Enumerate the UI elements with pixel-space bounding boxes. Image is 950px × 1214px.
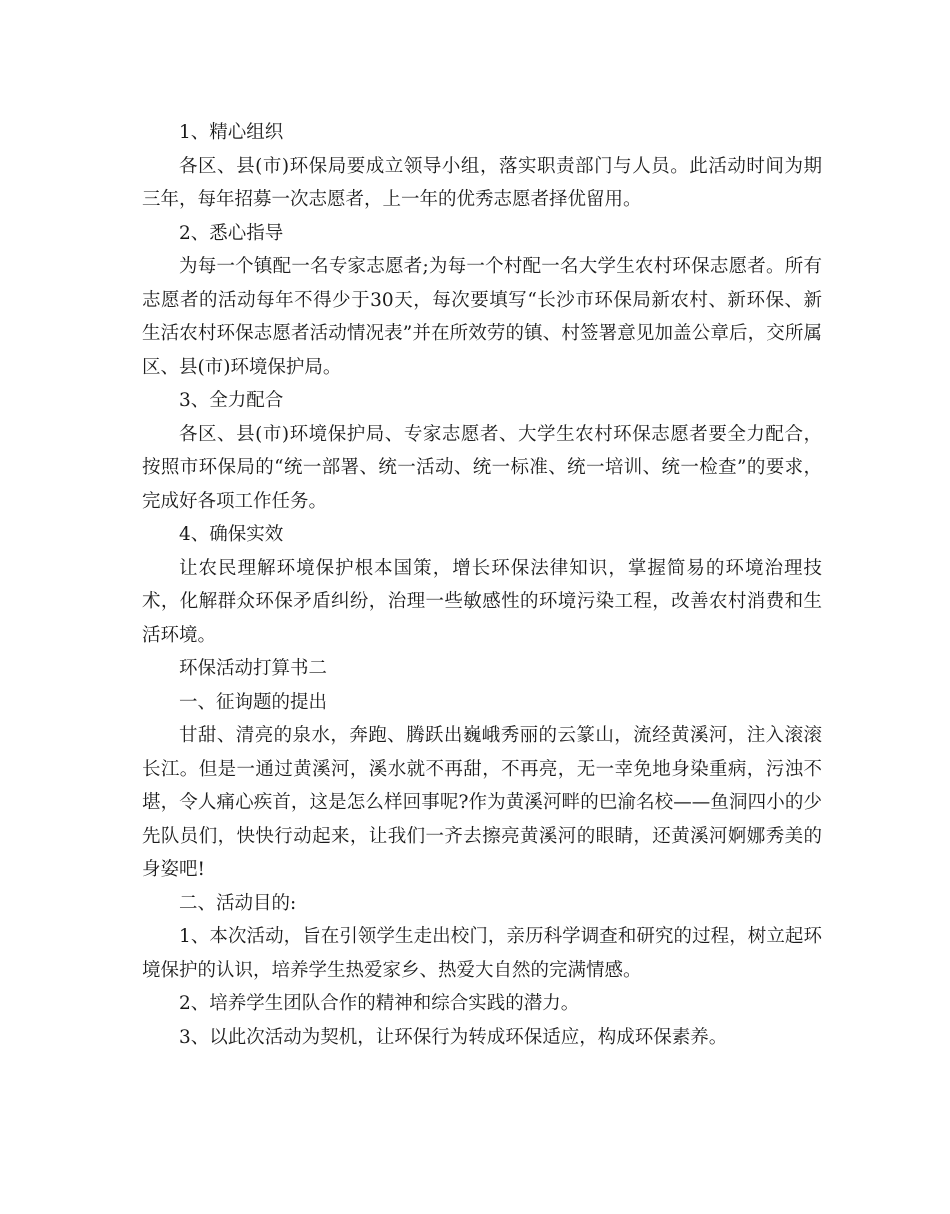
heading-3-full-cooperation: 3、全力配合 bbox=[179, 390, 284, 411]
heading-4-ensure-results: 4、确保实效 bbox=[179, 524, 284, 545]
paragraph-leadership-group: 各区、县(市)环保局要成立领导小组，落实职责部门与人员。此活动时间为期三年，每年招募一次志愿者，上一年的优秀志愿者择优留用。 bbox=[142, 155, 822, 210]
heading-problem-raised: 一、征询题的提出 bbox=[179, 691, 328, 713]
paragraph-huangxi-river: 甘甜、清亮的泉水，奔跑、腾跃出巍峨秀丽的云篆山，流经黄溪河，注入滚滚长江。但是一通过黄溪河，溪水就不再甜，不再亮，无一幸免地身染重病，污浊不堪，令人痛心疾首，这是怎么样回事呢?作为黄溪河畔的巴渝名校——鱼洞四小的少先队员们，快快行动起来，让我们一齐去擦亮黄溪河的眼睛，还黄溪河婀娜秀美的身姿吧! bbox=[142, 725, 822, 880]
paragraph-results-goals: 让农民理解环境保护根本国策，增长环保法律知识，掌握简易的环境治理技术，化解群众环保矛盾纠纷，治理一些敏感性的环境污染工程，改善农村消费和生活环境。 bbox=[142, 557, 822, 646]
heading-2-careful-guidance: 2、悉心指导 bbox=[179, 222, 284, 244]
heading-1-careful-organization: 1、精心组织 bbox=[179, 122, 284, 143]
paragraph-purpose-1: 1、本次活动，旨在引领学生走出校门，亲历科学调查和研究的过程，树立起环境保护的认识，培养学生热爱家乡、热爱大自然的完满情感。 bbox=[142, 926, 822, 981]
paragraph-cooperation-requirements: 各区、县(市)环境保护局、专家志愿者、大学生农村环保志愿者要全力配合，按照市环保局的“统一部署、统一活动、统一标准、统一培训、统一检查”的要求，完成好各项工作任务。 bbox=[142, 423, 822, 512]
paragraph-purpose-3: 3、以此次活动为契机，让环保行为转成环保适应，构成环保素养。 bbox=[179, 1026, 728, 1048]
section-title-plan-two: 环保活动打算书二 bbox=[179, 658, 328, 679]
paragraph-volunteer-assignment: 为每一个镇配一名专家志愿者;为每一个村配一名大学生农村环保志愿者。所有志愿者的活动每年不得少于30天，每次要填写“长沙市环保局新农村、新环保、新生活农村环保志愿者活动情况表”并在所效劳的镇、村签署意见加盖公章后，交所属区、县(市)环境保护局。 bbox=[142, 256, 822, 378]
heading-activity-purpose: 二、活动目的: bbox=[179, 892, 297, 914]
paragraph-purpose-2: 2、培养学生团队合作的精神和综合实践的潜力。 bbox=[179, 993, 580, 1014]
document-body bbox=[142, 116, 822, 1054]
